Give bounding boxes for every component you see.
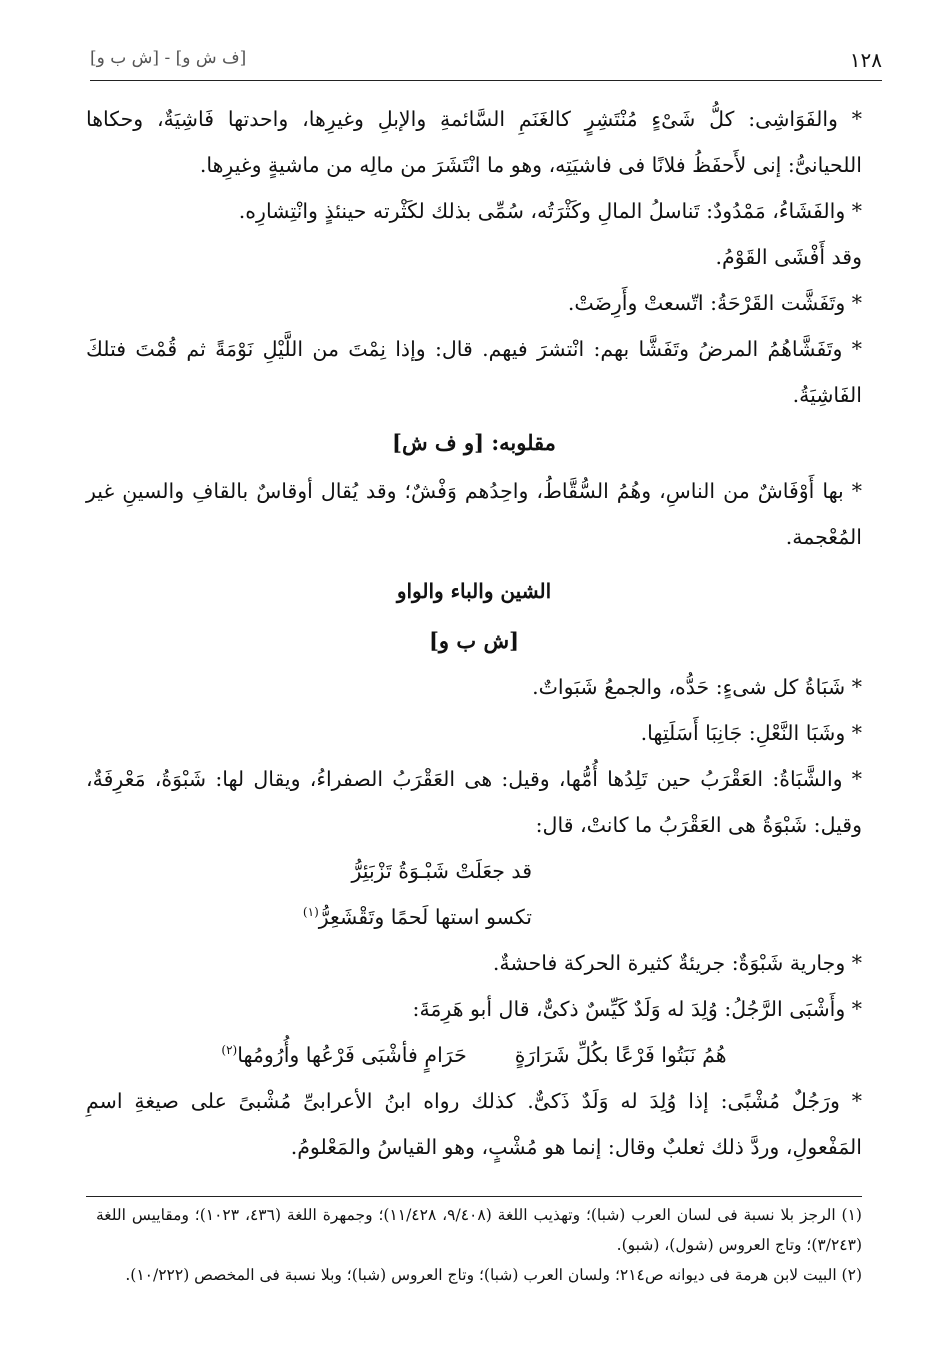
page-header: [90, 42, 882, 82]
footnote-marker: (١): [302, 905, 319, 920]
verse-rajaz: [86, 848, 862, 940]
entry-paragraph: * شَبَاةُ كل شىءٍ: حَدُّه، والجمعُ شَبَواتٌ.: [532, 675, 862, 699]
main-text: [86, 96, 862, 1170]
entry-paragraph: * وتَفَشَّت القَرْحَةُ: اتّسعتْ وأَرِضَتْ.: [567, 291, 862, 315]
entry-paragraph: * والفَشَاءُ، مَمْدُودٌ: تَناسلُ المالِ وكَثْرَتُه، سُمِّى بذلك لكَثْرته حينئذٍ وانْتِشارِه.: [238, 199, 862, 223]
footnotes: [96, 1200, 862, 1290]
footnote-rule: [86, 1196, 862, 1197]
entry-paragraph: * وجارية شَبْوَةٌ: جريئةٌ كثيرة الحركة فاحشةٌ.: [492, 951, 862, 975]
verse-couplet: [86, 1032, 862, 1078]
root-heading: [ش ب و]: [428, 628, 520, 653]
maqlub-heading: مقلوبه: [و ف ش]: [392, 430, 556, 455]
verse-hemistich-text: حَرَامٍ فأشْبَى فَرْعُها وأُرُومُها: [237, 1043, 467, 1067]
verse-line: قد جعَلَتْ شَبْـوَةُ تَزْبَئِرُّ: [351, 859, 532, 883]
entry-paragraph: * وتَفَشَّاهُمُ المرضُ وتَفَشَّا بهم: انْتشرَ فيهم. قال: وإذا نِمْتَ من اللَّيْلِ نَوْمَةً ثم قُمْتَ فتلكَ الفَاشِيَةُ.: [86, 337, 862, 407]
entry-paragraph: * وشَبَا النَّعْلِ: جَانِبَا أَسَلَتِها.: [640, 721, 862, 745]
footnote: (١) الرجز بلا نسبة فى لسان العرب (شبا)؛ وتهذيب اللغة (٩/٤٠٨، ١١/٤٢٨)؛ وجمهرة اللغة (٤٣٦، ١٠٢٣)؛ ومقاييس اللغة (٣/٢٤٣)؛ وتاج العروس (شول)، (شبو).: [96, 1206, 862, 1254]
entry-paragraph: وقد أَفْشَى القَوْمُ.: [715, 245, 862, 269]
footnote-marker: (٢): [221, 1043, 238, 1058]
chapter-heading: الشين والباء والواو: [396, 579, 552, 603]
footnote: (٢) البيت لابن هرمة فى ديوانه ص٢١٤؛ ولسان العرب (شبا)؛ وتاج العروس (شبا)؛ وبلا نسبة فى المخصص (١٠/٢٢٢).: [125, 1266, 862, 1284]
verse-line: [86, 894, 532, 940]
header-rule: [90, 80, 882, 81]
entry-paragraph: * وأَشْبَى الرَّجُلُ: وُلِدَ له وَلَدٌ كَيِّسٌ ذكىٌّ، قال أبو هَرِمَةَ:: [412, 997, 862, 1021]
entry-paragraph: * والشَّبَاةُ: العَقْرَبُ حين تَلِدُها أُمُّها، وقيل: هى العَقْرَبُ الصفراءُ، ويقال لها: شَبْوَةُ، مَعْرِفَةٌ، وقيل: شَبْوَةُ هى العَقْرَبُ ما كانتْ، قال:: [86, 767, 862, 837]
running-head: [ف ش و] - [ش ب و]: [90, 48, 247, 68]
verse-hemistich: [221, 1032, 466, 1078]
page-number: ١٢٨: [849, 48, 882, 72]
verse-hemistich: هُمُ نَبَتُوا فَرْعًا بكُلِّ شَرَارَةٍ: [514, 1043, 727, 1067]
entry-paragraph: * ورَجُلٌ مُشْبًى: إذا وُلِدَ له وَلَدٌ ذَكىٌّ. كذلك رواه ابنُ الأعرابىِّ مُشْبىً على صيغةِ اسمِ المَفْعولِ، وردَّ ذلك ثعلبٌ وقال: إنما هو مُشْبٍ، وهو القياسُ والمَعْلومُ.: [86, 1089, 862, 1159]
verse-line-text: تكسو استها لَحمًا وتَقْشَعِرُّ: [318, 905, 532, 929]
entry-paragraph: * بها أَوْفَاشٌ من الناسِ، وهُمُ السُّقَّاطُ، واحِدُهم وَفْشٌ؛ وقد يُقال أوقاسٌ بالقافِ والسينِ غير المُعْجمة.: [86, 479, 862, 549]
entry-paragraph: * والفَوَاشِى: كلُّ شَىْءٍ مُنْتَشِرٍ كالغَنَمِ السَّائمةِ والإبلِ وغيرِها، واحدتها فَاشِيَةٌ، وحكاها اللحيانىُّ: إنى لأَحفَظُ فلانًا فى فاشيَتِه، وهو ما انْتَشَرَ من مالِه من ماشيةٍ وغيرِها.: [86, 107, 862, 177]
